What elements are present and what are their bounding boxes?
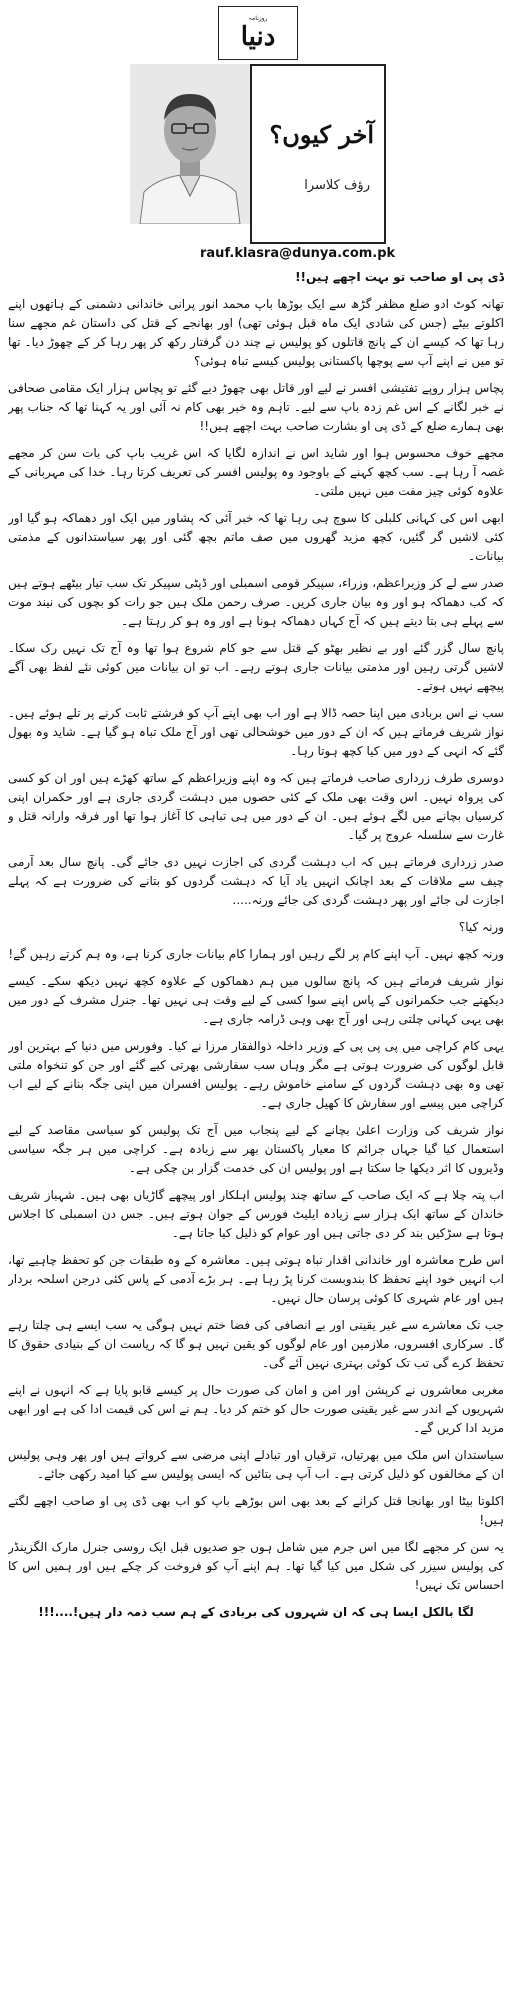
author-name: رؤف کلاسرا [304, 178, 370, 193]
logo-subtitle: روزنامہ [248, 14, 268, 22]
article-paragraph: نواز شریف فرماتے ہیں کہ پانچ سالوں میں ہم دھماکوں کے علاوہ کچھ نہیں دیکھ سکے۔ کیسے دیکھتے جب حکمرانوں کے پاس اپنے سوا کسی کے لیے وقت ہی نہیں تھا۔ جنرل مشرف کے دور میں بھی یہی کہانی چلتی رہی اور آج بھی وہی ڈرامہ جاری ہے۔ [8, 974, 504, 1026]
article-paragraph: اس طرح معاشرہ اور خاندانی اقدار تباہ ہوتی ہیں۔ معاشرہ کے وہ طبقات جن کو تحفظ چاہیے تھا، اب انہیں خود اپنے تحفظ کا بندوبست کرنا پڑ رہا ہے۔ ہر بڑے آدمی کے پاس کئی درجن اسلحہ بردار ہیں اور عام شہری کا کوئی پرسان حال نہیں۔ [8, 1253, 504, 1305]
article-paragraph: سب نے اس بربادی میں اپنا حصہ ڈالا ہے اور اب بھی اپنے آپ کو فرشتے ثابت کرنے پر تلے ہوئے ہیں۔ نواز شریف فرماتے ہیں کہ ان کے دور میں خوشحالی تھی اور آج ملک تباہ ہو گیا ہے۔ شاید وہ بھول گئے کہ انہی کے دور میں کیا کچھ ہوتا رہا۔ [8, 706, 504, 758]
article-paragraph: ابھی اس کی کہانی کلبلی کا سوچ ہی رہا تھا کہ خبر آئی کہ پشاور میں ایک اور دھماکہ ہو گیا اور کئی لاشیں گر گئیں، کچھ مزید گھروں میں صف ماتم بچھ گئی اور پھر سیاستدانوں کے مذمتی بیانات۔ [8, 511, 504, 563]
article-paragraph: پچاس ہزار روپے تفتیشی افسر نے لیے اور قاتل بھی چھوڑ دیے گئے تو پچاس ہزار ایک مقامی صحافی نے خبر لگانے کے اس غم زدہ باپ سے لیے۔ تاہم وہ خبر بھی کام نہ آئی اور یہ کہنا تھا کہ جناب پھر بھی ہمارے ضلع کے ڈی پی او بشارت صاحب بہت اچھے ہیں!! [8, 381, 504, 433]
article-paragraph: تھانہ کوٹ ادو ضلع مظفر گڑھ سے ایک بوڑھا باپ محمد انور پرانی خاندانی دشمنی کے ہاتھوں اپنے اکلوتے بیٹے (جس کی شادی ایک ماہ قبل ہوئی تھی) اور بھانجے کے قتل کی داستان غم مجھے سنا رہا تھا کہ کیسے ان کے پانچ قاتلوں کو پولیس نے چند دن گرفتار رکھ کر پھر رہا کر کے چھوڑ دیا۔ تھا تو میں نے اپنے آپ سے پوچھا پاکستانی پولیس کیسے تباہ ہوئی؟ [8, 297, 504, 368]
article-paragraph: سیاستدان اس ملک میں بھرتیاں، ترقیاں اور تبادلے اپنی مرضی سے کرواتے ہیں اور پھر وہی پولیس ان کے مخالفوں کو ذلیل کرتی ہے۔ اب آپ ہی بتائیں کہ ایسی پولیس سے کیا امید رکھی جائے۔ [8, 1448, 504, 1481]
newspaper-logo [218, 6, 298, 60]
article-paragraph: اب پتہ چلا ہے کہ ایک صاحب کے ساتھ چند پولیس اہلکار اور پیچھے گاڑیاں بھی ہیں۔ شہباز شریف خاندان کے ساتھ ایک ہزار سے زیادہ ایلیٹ فورس کے جوان ہوتے ہیں۔ جس دن اسمبلی کا اجلاس ہوتا ہے سڑکیں بند کر دی جاتی ہیں اور عوام کو ذلیل کیا جاتا ہے۔ [8, 1188, 504, 1240]
article-paragraph: ڈی پی او صاحب تو بہت اچھے ہیں!! [295, 270, 504, 284]
article-paragraph: ورنہ کیا؟ [458, 920, 504, 934]
logo-text: دنیا [240, 21, 276, 52]
article-paragraph: مغربی معاشروں نے کرپشن اور امن و امان کی صورت حال پر کیسے قابو پایا ہے کہ انہوں نے اپنے شہریوں کے اندر سے غیر یقینی صورت حال کو ختم کر دیا۔ ہم نے اس کی قیمت ادا کی ہے اور ابھی مزید ادا کریں گے۔ [8, 1383, 504, 1435]
person-photo-icon [130, 64, 250, 224]
article-paragraph: پانچ سال گزر گئے اور بے نظیر بھٹو کے قتل سے جو کام شروع ہوا تھا وہ آج تک نہیں رک سکا۔ لاشیں گرتی رہیں اور مذمتی بیانات جاری ہوتے رہے۔ اب تو ان بیانات میں کوئی نئے لفظ بھی آگے پیچھے نہیں ہوتے۔ [8, 641, 504, 693]
article-paragraph: ورنہ کچھ نہیں۔ آپ اپنے کام پر لگے رہیں اور ہمارا کام بیانات جاری کرنا ہے، وہ ہم کرتے رہیں گے! [8, 947, 504, 961]
column-title: آخر کیوں؟ [269, 120, 374, 149]
column-title-box [250, 64, 386, 244]
article-paragraph: صدر سے لے کر وزیراعظم، وزراء، سپیکر قومی اسمبلی اور ڈپٹی سپیکر تک سب تیار بیٹھے ہوتے ہیں کہ کب دھماکہ ہو اور وہ بیان جاری کریں۔ صرف رحمن ملک ہیں جو رات کو بچوں کی نیند موت سے پہلے ہی بتا دیتے ہیں کہ آج کہاں دھماکہ ہونا ہے اور وہ ہو کر رہتا ہے۔ [8, 576, 504, 628]
article-paragraph: یہ سن کر مجھے لگا میں اس جرم میں شامل ہوں جو صدیوں قبل ایک روسی جنرل مارک الگزینڈر کی پولیس سیزر کی شکل میں کیا گیا تھا۔ ہم اپنے آپ کو فروخت کر چکے ہیں اور ہمیں اس کا احساس تک نہیں! [8, 1540, 504, 1592]
article-paragraph: صدر زرداری فرماتے ہیں کہ اب دہشت گردی کی اجازت نہیں دی جائے گی۔ پانچ سال بعد آرمی چیف سے ملاقات کے بعد اچانک انہیں یاد آیا کہ دہشت گردوں کو بتانے کی ضرورت ہے کہ پہلے اجازت لی جائے اور پھر دہشت گردی کی جائے ورنہ..... [8, 855, 504, 907]
article-paragraph: اکلوتا بیٹا اور بھانجا قتل کرانے کے بعد بھی اس بوڑھے باپ کو اب بھی ڈی پی او صاحب اچھے لگتے ہیں! [8, 1494, 504, 1527]
article-paragraph: نواز شریف کی وزارت اعلیٰ بچانے کے لیے پنجاب میں آج تک پولیس کو سیاسی مقاصد کے لیے استعمال کیا گیا جہاں جرائم کا معیار پاکستان بھر سے زیادہ ہے۔ کراچی میں ہر جگہ سیاسی وڈیروں کا اثر دیکھا جا سکتا ہے اور پولیس ان کی خدمت گزار بن چکی ہے۔ [8, 1123, 504, 1175]
article-paragraph: دوسری طرف زرداری صاحب فرماتے ہیں کہ وہ اپنے وزیراعظم کے ساتھ کھڑے ہیں اور ان کو کسی کی پرواہ نہیں۔ اس وقت بھی ملک کے کئی حصوں میں دہشت گردی جاری ہے اور حکمران اپنی کرسیاں بچانے میں لگے ہوئے ہیں۔ ان کے دور میں ہی تباہی کا آغاز ہوا تھا اور فرقہ وارانہ قتل و غارت سے سلسلہ عروج پر گیا۔ [8, 771, 504, 842]
author-email: rauf.klasra@dunya.com.pk [200, 246, 396, 261]
article-paragraph: مجھے خوف محسوس ہوا اور شاید اس نے اندازہ لگایا کہ اس غریب باپ کی بات سن کر مجھے غصہ آ رہا ہے۔ سب کچھ کہنے کے باوجود وہ پولیس افسر کی تعریف کرتا رہا۔ خدا کی مہربانی کے علاوہ کوئی چیز مفت میں نہیں ملتی۔ [8, 446, 504, 498]
article-paragraph: جب تک معاشرے سے غیر یقینی اور بے انصافی کی فضا ختم نہیں ہوگی یہ سب ایسے ہی چلتا رہے گا۔ سرکاری افسروں، ملازمین اور عام لوگوں کو یقین نہیں ہو گا کہ ریاست ان کے بنیادی حقوق کا تحفظ کرے گی تب تک کوئی بہتری نہیں آئے گی۔ [8, 1318, 504, 1370]
columnist-photo [130, 64, 250, 224]
article-body [8, 268, 504, 1984]
article-paragraph: یہی کام کراچی میں پی پی پی کے وزیر داخلہ ذوالفقار مرزا نے کیا۔ وفورس میں دنیا کے بہترین اور قابل لوگوں کی ضرورت ہوتی ہے مگر وہاں سب سفارشی بھرتی کیے گئے اور جن کو تنخواہ ملتی تھی وہ بھی دہشت گردوں کے سامنے خاموش رہے۔ پولیس افسران میں اپنی جگہ بنانے کے لیے اب کراچی میں پیسے اور سفارش کا کھیل جاری ہے۔ [8, 1039, 504, 1110]
article-closing: لگا بالکل ایسا ہی کہ ان شہروں کی بربادی کے ہم سب ذمہ دار ہیں!....!!! [38, 1605, 474, 1619]
